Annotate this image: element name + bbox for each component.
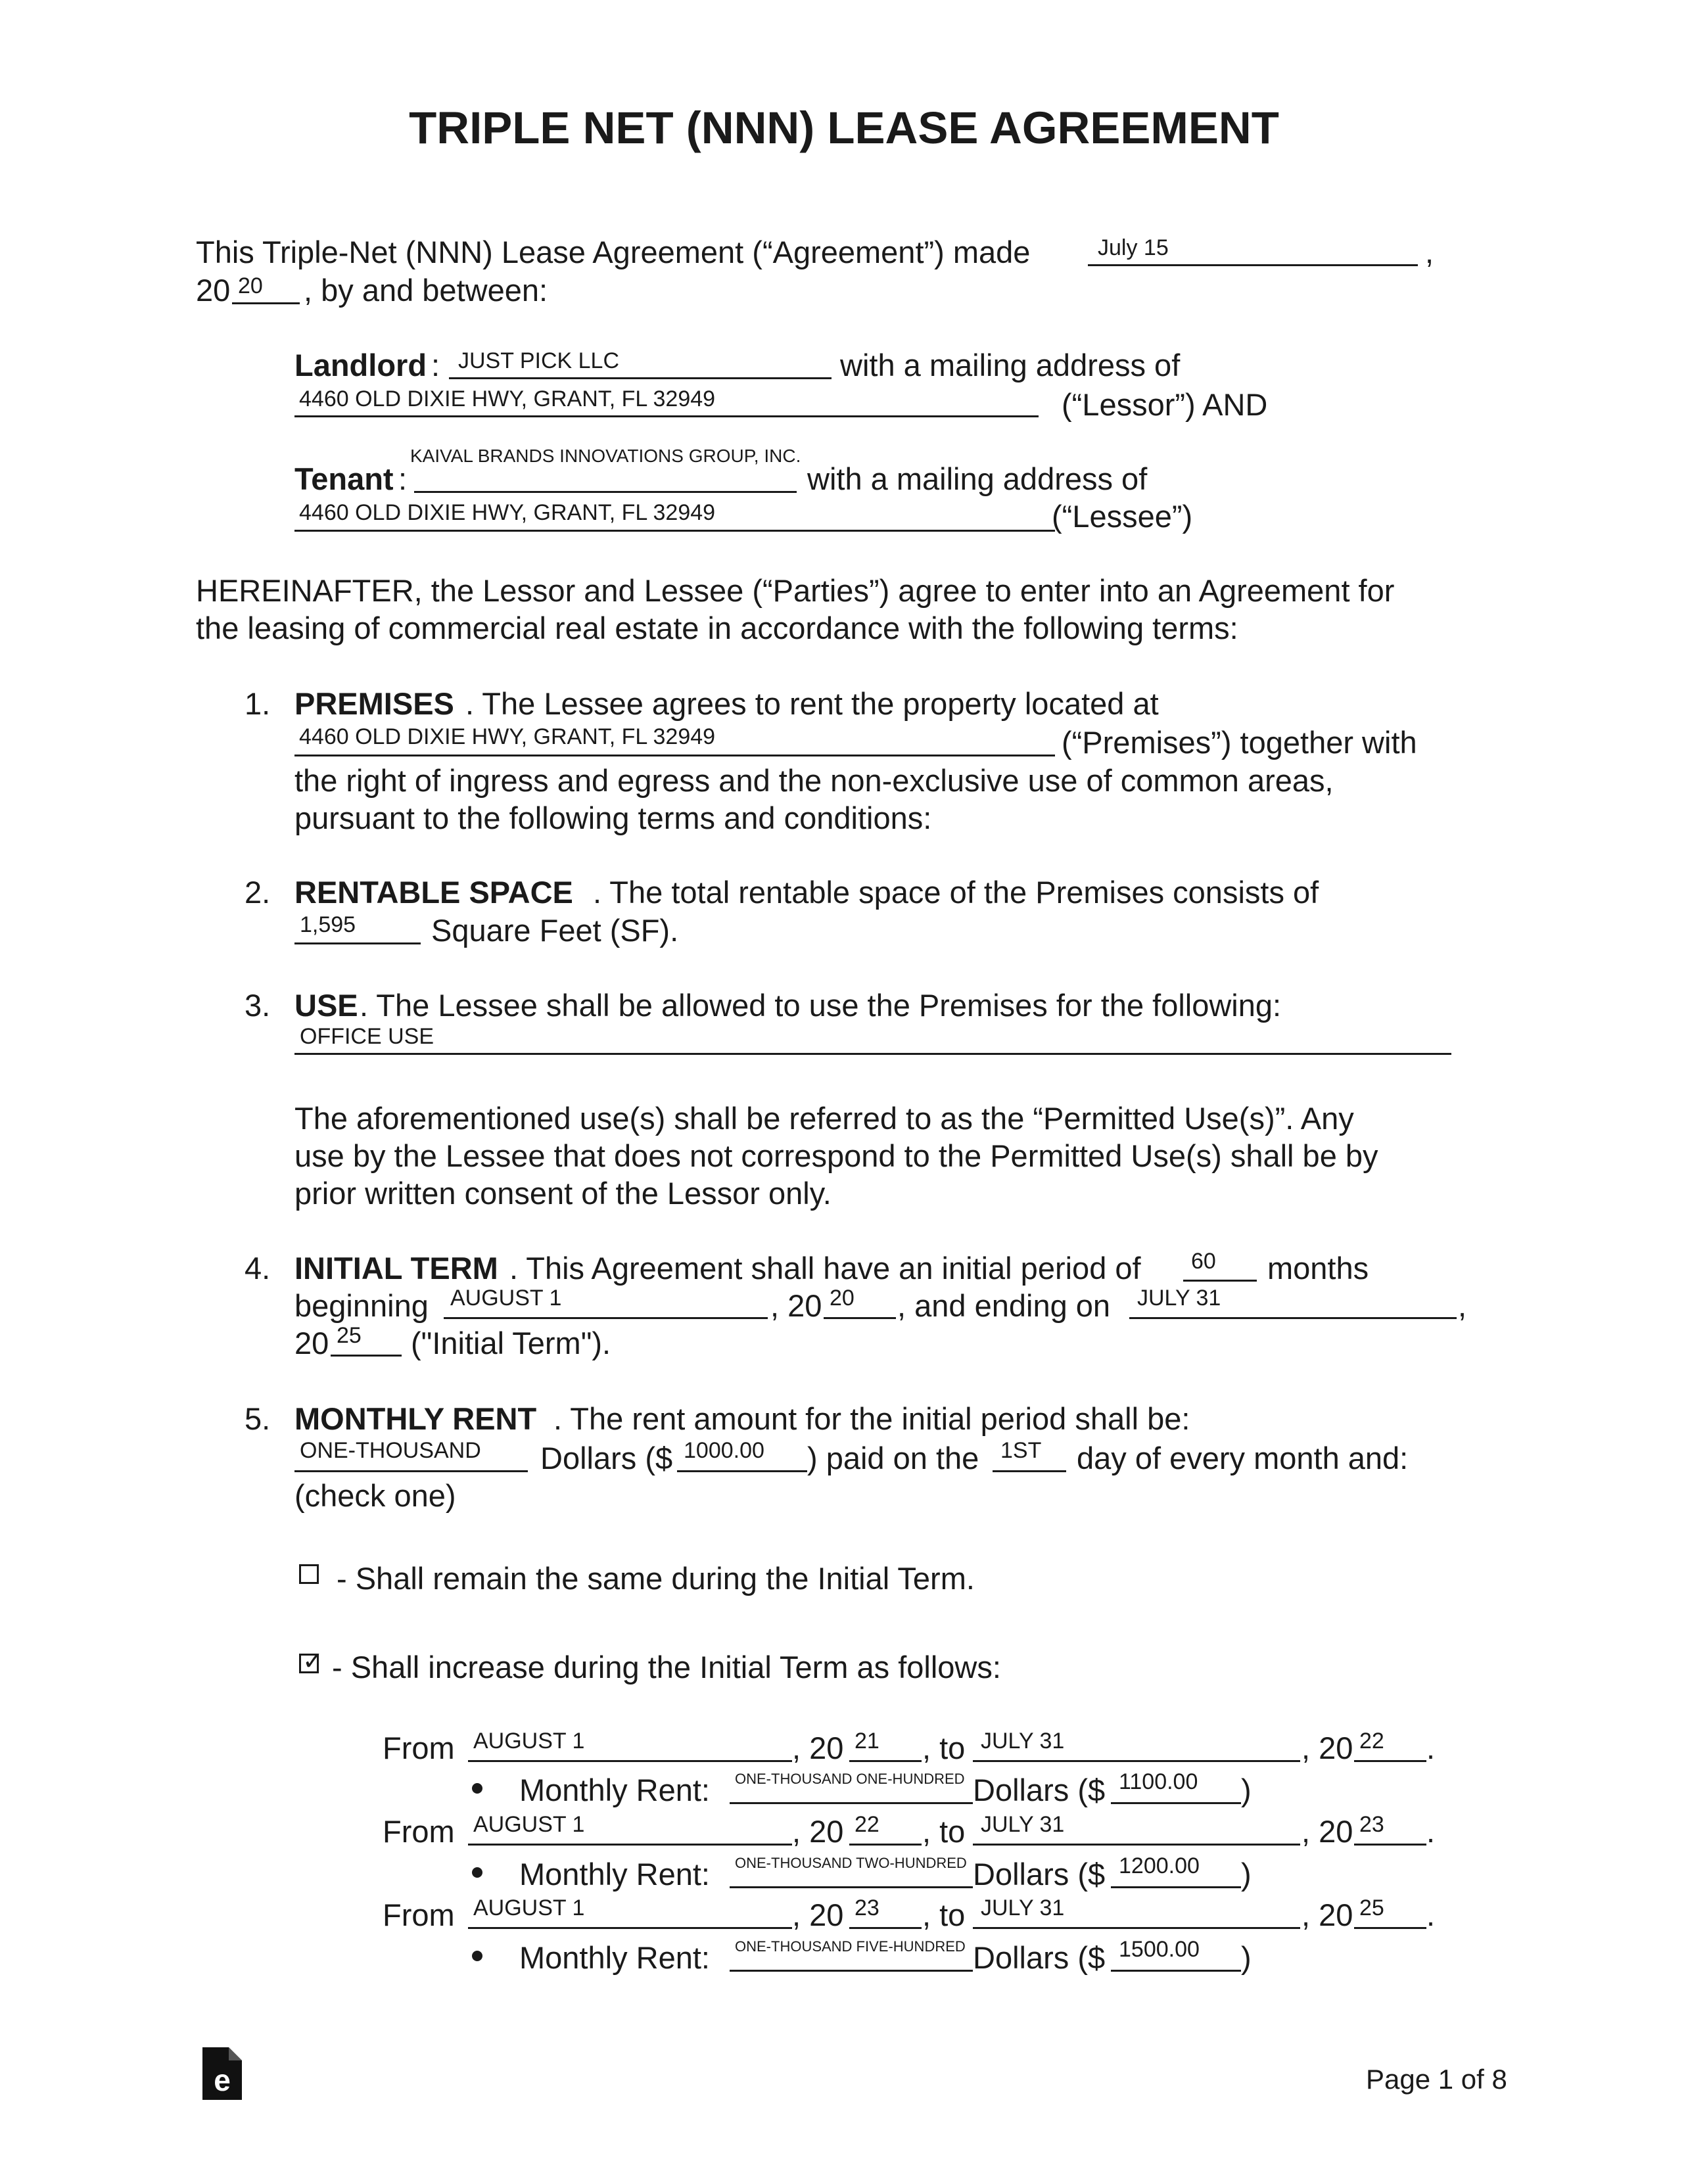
tenant-name-field[interactable] bbox=[414, 462, 797, 493]
intro-by-between: , by and between: bbox=[304, 273, 548, 308]
agreement-date-value: July 15 bbox=[1098, 235, 1169, 260]
rent-day-value: 1ST bbox=[1000, 1438, 1042, 1463]
section-4-heading: INITIAL TERM bbox=[294, 1251, 498, 1286]
intro-text: This Triple-Net (NNN) Lease Agreement (“Agreement”) made bbox=[196, 235, 1031, 269]
section-2-text: . The total rentable space of the Premises consists of bbox=[593, 875, 1319, 910]
tenant-address-value: 4460 OLD DIXIE HWY, GRANT, FL 32949 bbox=[299, 500, 716, 525]
end-date-value: JULY 31 bbox=[1137, 1286, 1221, 1311]
section-5-number: 5. bbox=[245, 1401, 271, 1436]
increase-2-from-year-prefix: , 20 bbox=[792, 1814, 844, 1849]
tenant-colon: : bbox=[398, 461, 408, 496]
increase-3-from-year-prefix: , 20 bbox=[792, 1897, 844, 1932]
increase-1-to-year-prefix: , 20 bbox=[1301, 1731, 1353, 1765]
rent-words-value: ONE-THOUSAND bbox=[300, 1438, 481, 1463]
landlord-mailing-text: with a mailing address of bbox=[840, 348, 1181, 383]
section-4-number: 4. bbox=[245, 1251, 271, 1286]
agreement-year-value: 20 bbox=[238, 273, 263, 298]
increase-1-monthly-rent-label: Monthly Rent: bbox=[519, 1773, 710, 1807]
section-1-heading: PREMISES bbox=[294, 686, 454, 721]
increase-3-monthly-rent-label: Monthly Rent: bbox=[519, 1940, 710, 1975]
initial-term-label: ("Initial Term"). bbox=[411, 1326, 611, 1360]
landlord-address-value: 4460 OLD DIXIE HWY, GRANT, FL 32949 bbox=[299, 386, 716, 411]
premises-address-value: 4460 OLD DIXIE HWY, GRANT, FL 32949 bbox=[299, 724, 716, 749]
increase-2-to-year: 23 bbox=[1359, 1812, 1384, 1837]
increase-3-to-label: , to bbox=[922, 1897, 966, 1932]
section-1-line-4: pursuant to the following terms and conditions: bbox=[294, 801, 932, 835]
beginning-label: beginning bbox=[294, 1288, 429, 1323]
every-month-label: day of every month and: bbox=[1077, 1441, 1409, 1475]
section-5-heading: MONTHLY RENT bbox=[294, 1401, 537, 1436]
begin-date-value: AUGUST 1 bbox=[450, 1286, 562, 1311]
permitted-use-value: OFFICE USE bbox=[300, 1024, 434, 1049]
sqft-label: Square Feet (SF). bbox=[431, 913, 679, 948]
section-3-number: 3. bbox=[245, 988, 271, 1023]
increase-3-period: . bbox=[1426, 1897, 1436, 1932]
landlord-name-value: JUST PICK LLC bbox=[458, 348, 620, 373]
increase-3-from-label: From bbox=[383, 1897, 455, 1932]
increase-1-to-date: JULY 31 bbox=[981, 1729, 1065, 1754]
increase-2-monthly-rent-label: Monthly Rent: bbox=[519, 1857, 710, 1892]
increase-3-to-year-prefix: , 20 bbox=[1301, 1897, 1353, 1932]
increase-3-to-year: 25 bbox=[1359, 1895, 1384, 1920]
landlord-colon: : bbox=[431, 348, 440, 383]
increase-3-close-paren: ) bbox=[1241, 1940, 1252, 1975]
rent-increase-label: - Shall increase during the Initial Term as follows: bbox=[332, 1650, 1001, 1684]
hereinafter-line-1: HEREINAFTER, the Lessor and Lessee (“Parties”) agree to enter into an Agreement for bbox=[196, 573, 1395, 608]
increase-2-to-date: JULY 31 bbox=[981, 1812, 1065, 1837]
increase-1-from-label: From bbox=[383, 1731, 455, 1765]
section-3-text: . The Lessee shall be allowed to use the Premises for the following: bbox=[360, 988, 1282, 1023]
rent-same-checkbox[interactable] bbox=[299, 1564, 319, 1584]
landlord-role: (“Lessor”) AND bbox=[1062, 387, 1268, 422]
document-title: TRIPLE NET (NNN) LEASE AGREEMENT bbox=[409, 103, 1279, 153]
tenant-mailing-text: with a mailing address of bbox=[807, 461, 1148, 496]
page-number: Page 1 of 8 bbox=[1366, 2064, 1507, 2095]
increase-3-rent-words: ONE-THOUSAND FIVE-HUNDRED bbox=[735, 1938, 966, 1955]
section-2-number: 2. bbox=[245, 875, 271, 910]
increase-2-from-year: 22 bbox=[855, 1812, 879, 1837]
rent-same-label: - Shall remain the same during the Initial Term. bbox=[337, 1561, 975, 1596]
increase-3-from-year: 23 bbox=[855, 1895, 879, 1920]
begin-year-value: 20 bbox=[830, 1286, 855, 1311]
end-year-value: 25 bbox=[337, 1323, 362, 1348]
increase-1-from-year: 21 bbox=[855, 1729, 879, 1754]
section-3-para-line-3: prior written consent of the Lessor only. bbox=[294, 1176, 832, 1211]
section-3-heading: USE bbox=[294, 988, 358, 1023]
increase-2-from-date: AUGUST 1 bbox=[473, 1812, 585, 1837]
section-5-text: . The rent amount for the initial period shall be: bbox=[553, 1401, 1190, 1436]
intro-year-prefix: 20 bbox=[196, 273, 231, 308]
tenant-role: (“Lessee”) bbox=[1052, 499, 1193, 534]
increase-1-from-year-prefix: , 20 bbox=[792, 1731, 844, 1765]
increase-2-to-year-prefix: , 20 bbox=[1301, 1814, 1353, 1849]
bullet-icon bbox=[472, 1867, 482, 1878]
section-3-para-line-2: use by the Lessee that does not correspond to the Permitted Use(s) shall be by bbox=[294, 1138, 1378, 1173]
bullet-icon bbox=[472, 1783, 482, 1794]
increase-1-from-date: AUGUST 1 bbox=[473, 1729, 585, 1754]
eforms-logo-icon bbox=[202, 2047, 242, 2100]
increase-2-rent-amount: 1200.00 bbox=[1119, 1853, 1200, 1878]
paid-on-label: ) paid on the bbox=[807, 1441, 979, 1475]
bullet-icon bbox=[472, 1951, 482, 1961]
permitted-use-field[interactable] bbox=[294, 1024, 1451, 1055]
tenant-name-value: KAIVAL BRANDS INNOVATIONS GROUP, INC. bbox=[410, 446, 801, 466]
hereinafter-line-2: the leasing of commercial real estate in accordance with the following terms: bbox=[196, 611, 1238, 645]
landlord-label: Landlord bbox=[294, 348, 427, 383]
increase-1-dollars-label: Dollars ($ bbox=[973, 1773, 1106, 1807]
end-year-prefix: 20 bbox=[294, 1326, 329, 1360]
increase-1-to-year: 22 bbox=[1359, 1729, 1384, 1754]
section-3-para-line-1: The aforementioned use(s) shall be referred to as the “Permitted Use(s)”. Any bbox=[294, 1101, 1354, 1136]
increase-2-period: . bbox=[1426, 1814, 1436, 1849]
dollars-label: Dollars ($ bbox=[540, 1441, 673, 1475]
section-4-text: . This Agreement shall have an initial period of bbox=[509, 1251, 1141, 1286]
increase-1-period: . bbox=[1426, 1731, 1436, 1765]
increase-3-dollars-label: Dollars ($ bbox=[973, 1940, 1106, 1975]
ending-label: , and ending on bbox=[897, 1288, 1111, 1323]
increase-1-close-paren: ) bbox=[1241, 1773, 1252, 1807]
increase-2-close-paren: ) bbox=[1241, 1857, 1252, 1892]
increase-2-rent-words: ONE-THOUSAND TWO-HUNDRED bbox=[735, 1855, 967, 1871]
increase-2-to-label: , to bbox=[922, 1814, 966, 1849]
increase-1-rent-amount: 1100.00 bbox=[1119, 1769, 1198, 1794]
section-1-number: 1. bbox=[245, 686, 271, 721]
increase-2-dollars-label: Dollars ($ bbox=[973, 1857, 1106, 1892]
premises-label: (“Premises”) together with bbox=[1062, 725, 1417, 760]
check-one-label: (check one) bbox=[294, 1478, 456, 1513]
increase-3-from-date: AUGUST 1 bbox=[473, 1895, 585, 1920]
increase-3-to-date: JULY 31 bbox=[981, 1895, 1065, 1920]
end-date-comma: , bbox=[1458, 1288, 1467, 1323]
checkmark-icon: ✓ bbox=[302, 1648, 323, 1675]
sqft-value: 1,595 bbox=[300, 912, 356, 937]
svg-text:e: e bbox=[214, 2063, 231, 2097]
tenant-label: Tenant bbox=[294, 461, 394, 496]
months-value: 60 bbox=[1191, 1249, 1216, 1274]
intro-comma: , bbox=[1425, 235, 1434, 269]
months-label: months bbox=[1267, 1251, 1369, 1286]
begin-year-prefix: , 20 bbox=[770, 1288, 822, 1323]
section-2-heading: RENTABLE SPACE bbox=[294, 875, 573, 910]
increase-1-rent-words: ONE-THOUSAND ONE-HUNDRED bbox=[735, 1771, 965, 1787]
increase-2-from-label: From bbox=[383, 1814, 455, 1849]
increase-1-to-label: , to bbox=[922, 1731, 966, 1765]
section-1-line-3: the right of ingress and egress and the non-exclusive use of common areas, bbox=[294, 763, 1334, 798]
rent-increase-checkbox[interactable] bbox=[299, 1648, 323, 1675]
increase-3-rent-amount: 1500.00 bbox=[1119, 1937, 1200, 1962]
section-1-text: . The Lessee agrees to rent the property located at bbox=[465, 686, 1159, 721]
rent-amount-value: 1000.00 bbox=[684, 1438, 764, 1463]
